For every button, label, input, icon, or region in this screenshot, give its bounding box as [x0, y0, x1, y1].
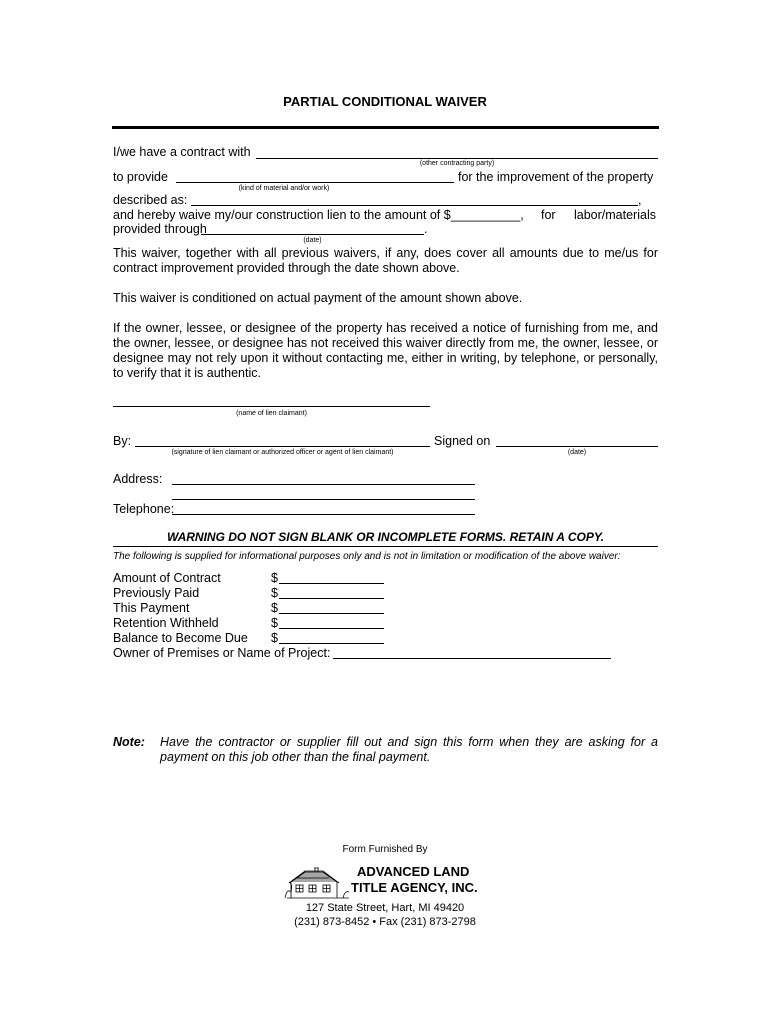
amount-field[interactable]	[279, 643, 384, 644]
amount-label: Retention Withheld	[113, 616, 219, 630]
company-name-line-2: TITLE AGENCY, INC.	[351, 880, 478, 895]
amount-label: This Payment	[113, 601, 190, 615]
amount-field[interactable]	[279, 598, 384, 599]
info-rule	[113, 546, 658, 547]
waiver-paragraph-1: This waiver, together with all previous waivers, if any, does cover all amounts due to me/us for contract improvement provided through the date shown above.	[113, 246, 658, 275]
company-name-line-1: ADVANCED LAND	[357, 864, 470, 879]
amount-field[interactable]	[279, 583, 384, 584]
waive-text: and hereby waive my/our construction lien to the amount of $__________,	[113, 208, 524, 222]
address-label: Address:	[113, 472, 163, 486]
company-address: 127 State Street, Hart, MI 49420	[305, 902, 465, 914]
contract-label: I/we have a contract with	[113, 145, 251, 159]
house-logo-icon	[283, 862, 353, 902]
signed-date-field[interactable]	[496, 446, 658, 447]
by-label: By:	[113, 434, 132, 448]
provided-through-label: provided through	[113, 222, 207, 236]
signature-caption: (signature of lien claimant or authorized officer or agent of lien claimant)	[171, 449, 394, 456]
labor-label: labor/materials	[574, 208, 656, 222]
signed-on-label: Signed on	[434, 434, 491, 448]
page-title: PARTIAL CONDITIONAL WAIVER	[283, 94, 487, 109]
provide-tail: for the improvement of the property	[458, 170, 654, 184]
signature-field[interactable]	[135, 446, 430, 447]
material-caption: (kind of material and/or work)	[238, 185, 330, 192]
description-field[interactable]	[191, 205, 638, 206]
amount-label: Previously Paid	[113, 586, 200, 600]
address-field-2[interactable]	[172, 499, 475, 500]
owner-label: Owner of Premises or Name of Project:	[113, 646, 331, 660]
description-comma: ,	[638, 193, 642, 207]
for-label: for	[541, 208, 556, 222]
amount-label: Balance to Become Due	[113, 631, 248, 645]
contract-party-field[interactable]	[256, 158, 658, 159]
dollar-sign: $	[271, 601, 278, 615]
dollar-sign: $	[271, 586, 278, 600]
amount-label: Amount of Contract	[113, 571, 221, 585]
lien-claimant-caption: (name of lien claimant)	[236, 410, 307, 417]
other-party-caption: (other contracting party)	[419, 160, 495, 167]
dollar-sign: $	[271, 631, 278, 645]
note-line-1: Have the contractor or supplier fill out and sign this form when they are asking for a	[160, 735, 658, 749]
furnished-by: Form Furnished By	[342, 844, 428, 855]
owner-field[interactable]	[333, 658, 611, 659]
material-field[interactable]	[176, 182, 454, 183]
lien-claimant-field[interactable]	[113, 406, 430, 407]
waiver-paragraph-3: If the owner, lessee, or designee of the property has received a notice of furnishing from me, and the owner, lessee, or designee has not received this waiver directly from me, the owner, lessee, or designee may not rely upon it without contacting me, either in writing, by telephone, or personally, to verify that it is authentic.	[113, 321, 658, 380]
address-field-1[interactable]	[172, 484, 475, 485]
through-date-field[interactable]	[201, 234, 424, 235]
info-note: The following is supplied for informational purposes only and is not in limitation or modification of the above waiver:	[113, 551, 621, 562]
telephone-label: Telephone:	[113, 502, 175, 516]
telephone-field[interactable]	[172, 514, 475, 515]
provide-label: to provide	[113, 170, 168, 184]
through-period: .	[424, 222, 428, 236]
date-caption: (date)	[303, 237, 322, 244]
note-label: Note:	[113, 735, 145, 749]
amount-field[interactable]	[279, 628, 384, 629]
waiver-paragraph-2: This waiver is conditioned on actual payment of the amount shown above.	[113, 291, 523, 305]
company-phone: (231) 873-8452 • Fax (231) 873-2798	[294, 916, 476, 928]
described-label: described as:	[113, 193, 188, 207]
signed-date-caption: (date)	[567, 449, 587, 456]
warning-text: WARNING DO NOT SIGN BLANK OR INCOMPLETE FORMS. RETAIN A COPY.	[166, 530, 605, 544]
dollar-sign: $	[271, 616, 278, 630]
dollar-sign: $	[271, 571, 278, 585]
amount-field[interactable]	[279, 613, 384, 614]
title-rule	[112, 126, 659, 129]
note-line-2: payment on this job other than the final payment.	[160, 750, 431, 764]
